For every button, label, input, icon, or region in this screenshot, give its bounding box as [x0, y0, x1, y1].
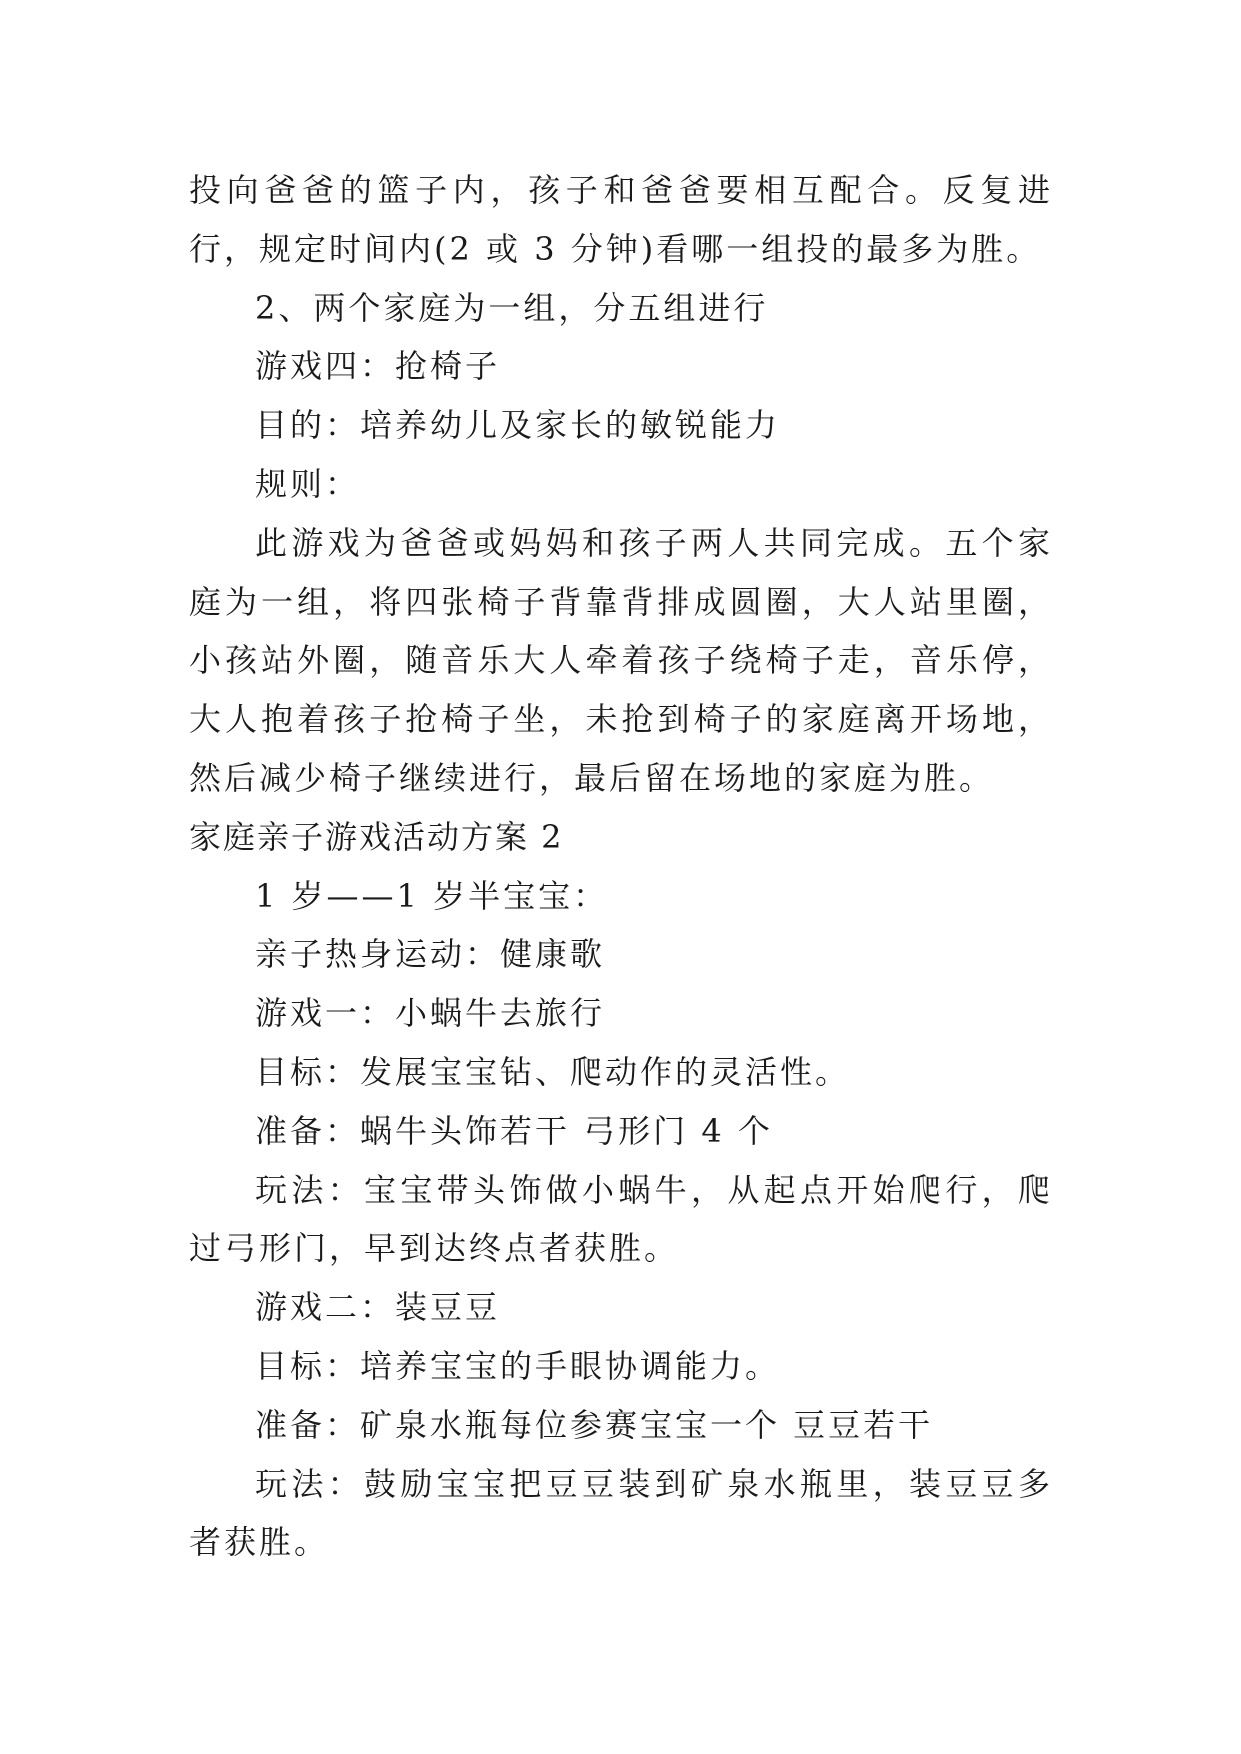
warmup-activity: 亲子热身运动：健康歌: [255, 935, 606, 974]
game-four-title: 游戏四：抢椅子: [255, 347, 501, 386]
game-four-rules-label: 规则：: [255, 464, 361, 503]
paragraph-group-note: 2、两个家庭为一组，分五组进行: [255, 288, 769, 327]
game-four-rules-text: 此游戏为爸爸或妈妈和孩子两人共同完成。五个家庭为一组，将四张椅子背靠背排成圆圈，大人站里圈，小孩站外圈，随音乐大人牵着孩子绕椅子走，音乐停，大人抱着孩子抢椅子坐，未抢到椅子的家庭离开场地，然后减少椅子继续进行，最后留在场地的家庭为胜。: [189, 523, 1053, 797]
game-four-purpose: 目的：培养幼儿及家长的敏锐能力: [255, 406, 781, 445]
game-one-preparation: 准备：蜗牛头饰若干 弓形门 4 个: [255, 1111, 773, 1150]
game-two-goal: 目标：培养宝宝的手眼协调能力。: [255, 1346, 781, 1385]
game-one-title: 游戏一：小蜗牛去旅行: [255, 994, 606, 1033]
section-heading: 家庭亲子游戏活动方案 2: [189, 817, 564, 856]
game-two-title: 游戏二：装豆豆: [255, 1288, 501, 1327]
game-one-howto: 玩法：宝宝带头饰做小蜗牛，从起点开始爬行，爬过弓形门，早到达终点者获胜。: [189, 1170, 1053, 1268]
document-body: [189, 161, 1053, 1572]
game-two-howto: 玩法：鼓励宝宝把豆豆装到矿泉水瓶里，装豆豆多者获胜。: [189, 1464, 1053, 1562]
paragraph-rules-continued: 投向爸爸的篮子内，孩子和爸爸要相互配合。反复进行，规定时间内(2 或 3 分钟)看哪一组投的最多为胜。: [189, 171, 1053, 268]
game-two-preparation: 准备：矿泉水瓶每位参赛宝宝一个 豆豆若干: [255, 1405, 934, 1444]
game-one-goal: 目标：发展宝宝钻、爬动作的灵活性。: [255, 1052, 851, 1091]
age-group-label: 1 岁——1 岁半宝宝：: [255, 876, 609, 915]
